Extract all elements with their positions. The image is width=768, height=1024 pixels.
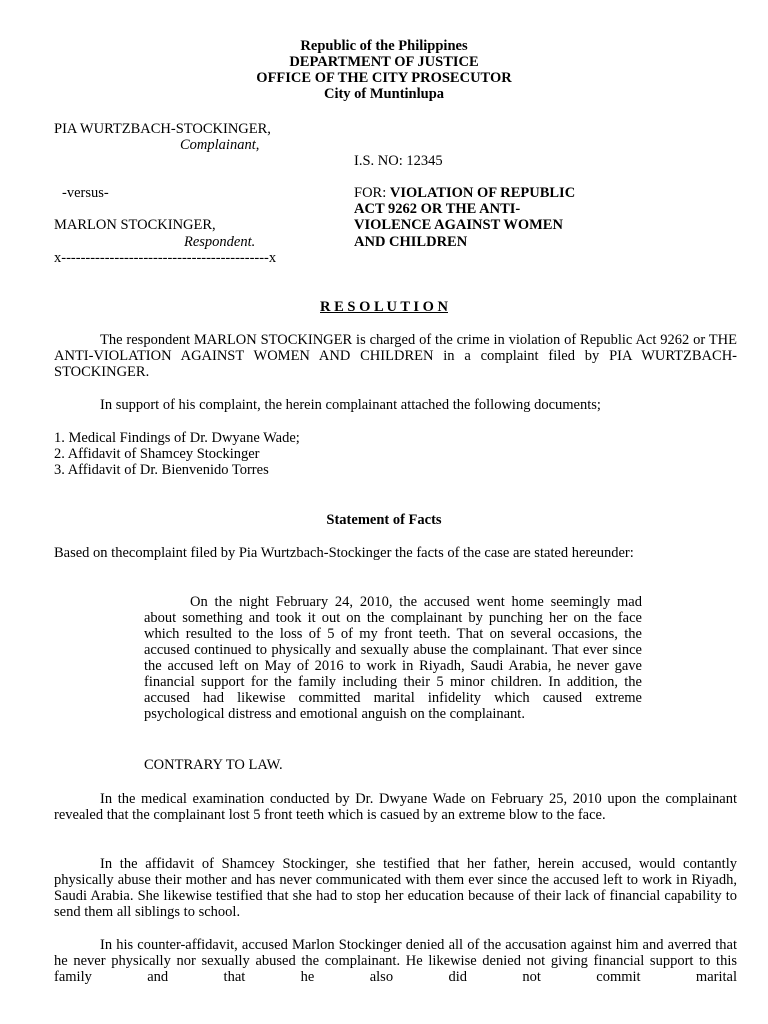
document-item-3: 3. Affidavit of Dr. Bienvenido Torres [54, 462, 269, 478]
complaint-quote: On the night February 24, 2010, the accused went home seemingly mad about something and took it out on the complainant by punching her on the face which resulted to the loss of 5 of my front teeth. That on several occasions, the accused continued to physically and sexually abuse the complainant. That ever since the accused left on May of 2016 to work in Riyadh, Saudi Arabia, he never gave financial support for the family including their 5 minor children. In addition, the accused had likewise committed marital infidelity which caused extreme psychological distress and emotional anguish on the complainant. [144, 594, 642, 722]
charge-line-3: VIOLENCE AGAINST WOMEN [354, 217, 563, 233]
header-department: DEPARTMENT OF JUSTICE [289, 54, 479, 70]
respondent-name: MARLON STOCKINGER, [54, 217, 216, 233]
contrary-to-law: CONTRARY TO LAW. [144, 757, 283, 773]
caption-separator: x-------------------------------------------x [54, 250, 277, 266]
paragraph-charge: The respondent MARLON STOCKINGER is charged of the crime in violation of Republic Act 9262 or THE ANTI-VIOLATION AGAINST WOMEN AND CHILDREN in a complaint filed by PIA WURTZBACH-STOCKINGER. [54, 332, 737, 380]
resolution-title: R E S O L U T I O N [320, 299, 448, 315]
document-item-2: 2. Affidavit of Shamcey Stockinger [54, 446, 260, 462]
charge-line-1 [354, 185, 575, 201]
complainant-role: Complainant, [180, 137, 260, 153]
charge-line-2: ACT 9262 OR THE ANTI- [354, 201, 521, 217]
for-prefix: FOR: [354, 185, 387, 201]
header-republic: Republic of the Philippines [300, 38, 468, 54]
paragraph-medical: In the medical examination conducted by Dr. Dwyane Wade on February 25, 2010 upon the complainant revealed that the complainant lost 5 front teeth which is casued by an extreme blow to the face. [54, 791, 737, 823]
header-office: OFFICE OF THE CITY PROSECUTOR [256, 70, 512, 86]
complainant-name: PIA WURTZBACH-STOCKINGER, [54, 121, 271, 137]
facts-intro: Based on thecomplaint filed by Pia Wurtzbach-Stockinger the facts of the case are stated hereunder: [54, 545, 634, 561]
facts-title: Statement of Facts [326, 512, 442, 528]
versus-label: -versus- [62, 185, 109, 201]
respondent-role: Respondent. [184, 234, 256, 250]
paragraph-shamcey-affidavit: In the affidavit of Shamcey Stockinger, she testified that her father, herein accused, would contantly physically abuse their mother and has never communicated with them ever since the accused left to work in Riyadh, Saudi Arabia. She likewise testified that she had to stop her education because of their lack of financial capability to send them all siblings to school. [54, 856, 737, 920]
is-number: I.S. NO: 12345 [354, 153, 443, 169]
header-city: City of Muntinlupa [323, 86, 445, 102]
paragraph-support: In support of his complaint, the herein complainant attached the following documents; [100, 397, 601, 413]
charge-line-4: AND CHILDREN [354, 234, 468, 250]
paragraph-counter-affidavit: In his counter-affidavit, accused Marlon Stockinger denied all of the accusation against him and averred that he never physically nor sexually abused the complainant. He likewise denied not giving financial support to this family and that he also did not commit marital [54, 937, 737, 985]
charge-text-1: VIOLATION OF REPUBLIC [389, 185, 576, 201]
document-item-1: 1. Medical Findings of Dr. Dwyane Wade; [54, 430, 300, 446]
